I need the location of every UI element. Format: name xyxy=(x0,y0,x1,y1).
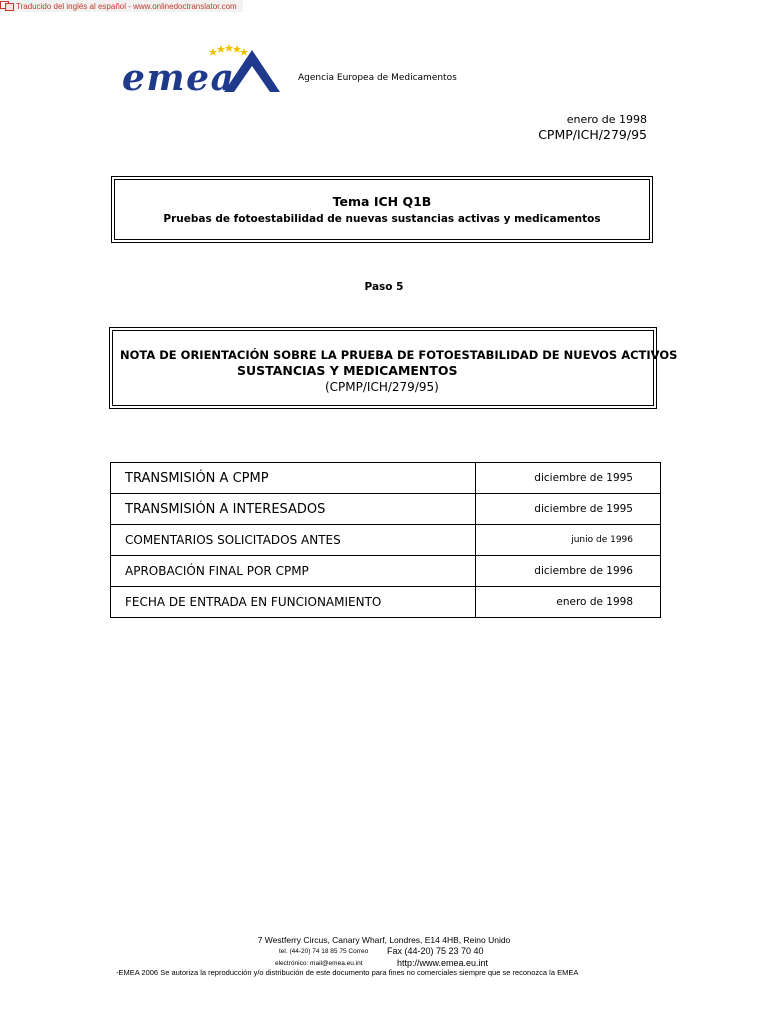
topic-box xyxy=(111,176,653,243)
milestone-event: TRANSMISIÓN A CPMP xyxy=(111,463,476,494)
footer-website: http://www.emea.eu.int xyxy=(397,958,489,968)
footer-address: 7 Westferry Circus, Canary Wharf, Londres, E14 4HB, Reino Unido xyxy=(257,935,511,945)
table-row xyxy=(111,556,661,587)
footer-email: electrónico: mail@emea.eu.int xyxy=(275,960,363,967)
footer-fax: Fax (44-20) 75 23 70 40 xyxy=(387,946,484,956)
milestone-date: diciembre de 1995 xyxy=(476,494,661,525)
note-title-line-2: SUSTANCIAS Y MEDICAMENTOS xyxy=(237,363,458,378)
document-date: enero de 1998 xyxy=(566,113,647,126)
milestone-event: TRANSMISIÓN A INTERESADOS xyxy=(111,494,476,525)
translator-banner-text[interactable]: Traducido del inglés al español - www.onlinedoctranslator.com xyxy=(16,1,237,11)
translator-icon xyxy=(0,1,14,11)
topic-title: Tema ICH Q1B xyxy=(332,194,432,209)
milestones-table xyxy=(110,462,661,618)
milestone-event: APROBACIÓN FINAL POR CPMP xyxy=(111,556,476,587)
milestone-date: junio de 1996 xyxy=(476,525,661,556)
topic-subtitle: Pruebas de fotoestabilidad de nuevas sustancias activas y medicamentos xyxy=(163,213,601,225)
table-row xyxy=(111,525,661,556)
logo-wordmark: emea xyxy=(122,57,234,99)
document-reference: CPMP/ICH/279/95 xyxy=(538,127,647,142)
milestone-event: COMENTARIOS SOLICITADOS ANTES xyxy=(111,525,476,556)
emea-logo xyxy=(120,40,290,100)
logo-stars xyxy=(209,44,249,56)
agency-name: Agencia Europea de Medicamentos xyxy=(298,73,457,83)
table-row xyxy=(111,587,661,618)
table-row xyxy=(111,463,661,494)
step-label: Paso 5 xyxy=(364,281,404,293)
milestone-date: diciembre de 1995 xyxy=(476,463,661,494)
guidance-note-box xyxy=(109,327,678,409)
note-title-line-1: NOTA DE ORIENTACIÓN SOBRE LA PRUEBA DE FOTOESTABILIDAD DE NUEVOS ACTIVOS xyxy=(120,348,678,362)
table-row xyxy=(111,494,661,525)
footer-telephone: tel. (44-20) 74 18 85 75 Correo xyxy=(279,948,369,955)
milestone-event: FECHA DE ENTRADA EN FUNCIONAMIENTO xyxy=(111,587,476,618)
translator-banner[interactable] xyxy=(0,0,243,12)
footer-copyright: -EMEA 2006 Se autoriza la reproducción y/o distribución de este documento para fines no comerciales siempre que se reconozca la EMEA xyxy=(116,968,579,977)
milestone-date: enero de 1998 xyxy=(476,587,661,618)
note-reference: (CPMP/ICH/279/95) xyxy=(325,380,439,394)
milestone-date: diciembre de 1996 xyxy=(476,556,661,587)
